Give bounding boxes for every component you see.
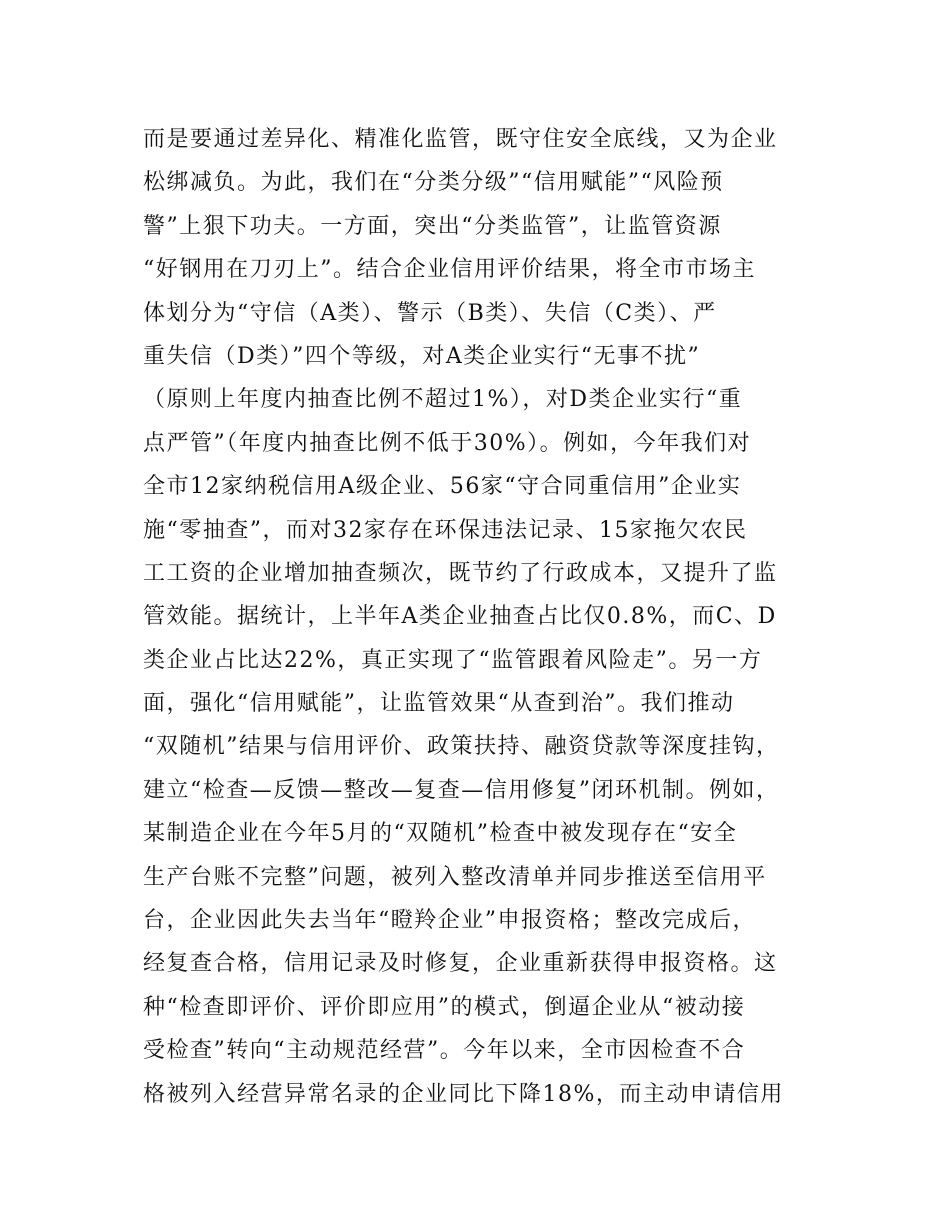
text-line: 台，企业因此失去当年“瞪羚企业”申报资格；整改完成后， (143, 908, 756, 934)
text-line: 经复查合格，信用记录及时修复，企业重新获得申报资格。这 (143, 951, 778, 977)
text-line: 类企业占比达22%，真正实现了“监管跟着风险走”。另一方 (143, 647, 763, 673)
text-line: 管效能。据统计，上半年A类企业抽查占比仅0.8%，而C、D (143, 604, 777, 630)
text-line: 建立“检查—反馈—整改—复查—信用修复”闭环机制。例如， (143, 777, 780, 803)
text-line: 体划分为“守信（A类）、警示（B类）、失信（C类）、严 (143, 300, 717, 326)
text-line: 格被列入经营异常名录的企业同比下降18%，而主动申请信用 (143, 1081, 784, 1107)
text-line: 松绑减负。为此，我们在“分类分级”“信用赋能”“风险预 (143, 170, 724, 196)
text-line: 警”上狠下功夫。一方面，突出“分类监管”，让监管资源 (143, 213, 722, 239)
text-line: 工工资的企业增加抽查频次，既节约了行政成本，又提升了监 (143, 560, 778, 586)
text-line: 生产台账不完整”问题，被列入整改清单并同步推送至信用平 (143, 864, 767, 890)
text-line: 重失信（D类）”四个等级，对A类企业实行“无事不扰” (143, 343, 701, 369)
text-line: 某制造企业在今年5月的“双随机”检查中被发现存在“安全 (143, 821, 738, 847)
body-paragraph (143, 118, 823, 1116)
text-line: 全市12家纳税信用A级企业、56家“守合同重信用”企业实 (143, 474, 742, 500)
text-line: 施“零抽查”，而对32家存在环保违法记录、15家拖欠农民 (143, 517, 748, 543)
text-line: 面，强化“信用赋能”，让监管效果“从查到治”。我们推动 (143, 691, 735, 717)
text-line: 点严管”（年度内抽查比例不低于30%）。例如，今年我们对 (143, 430, 752, 456)
text-line: “好钢用在刀刃上”。结合企业信用评价结果，将全市市场主 (143, 257, 756, 283)
text-line: “双随机”结果与信用评价、政策扶持、融资贷款等深度挂钩， (143, 734, 780, 760)
text-line: 而是要通过差异化、精准化监管，既守住安全底线，又为企业 (143, 127, 778, 152)
text-line: （原则上年度内抽查比例不超过1%），对D类企业实行“重 (143, 387, 743, 413)
text-line: 受检查”转向“主动规范经营”。今年以来，全市因检查不合 (143, 1038, 746, 1064)
text-line: 种“检查即评价、评价即应用”的模式，倒逼企业从“被动接 (143, 994, 746, 1020)
